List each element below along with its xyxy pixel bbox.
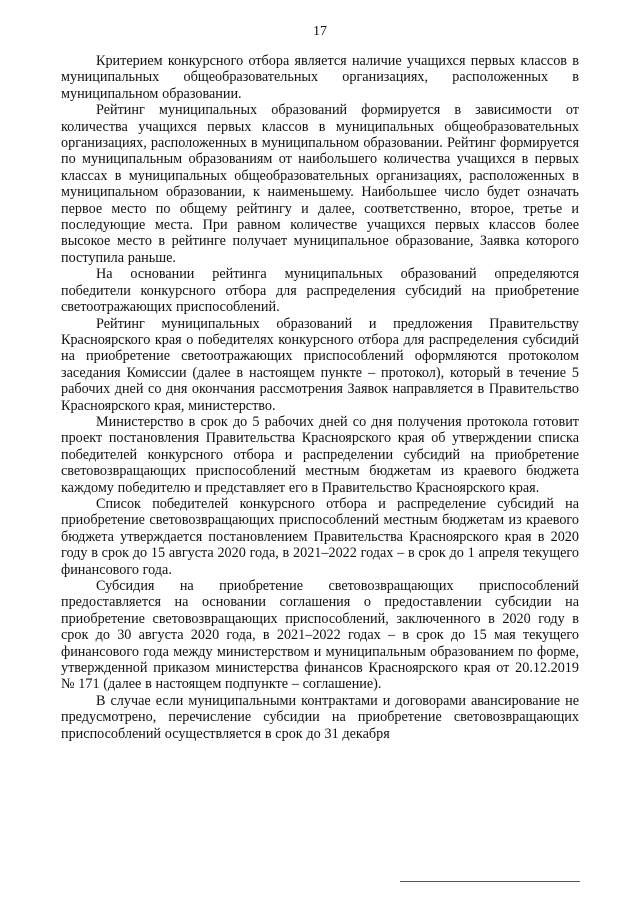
paragraph-protocol: Рейтинг муниципальных образований и предложения Правительству Красноярского края о победителях конкурсного отбора для распределения субсидий на приобретение светоотражающих приспособлений оформляются протоколом заседания Комиссии (далее в настоящем пункте – протокол), который в течение 5 рабочих дней со дня окончания рассмотрения Заявок направляется в Правительство Красноярского края, министерство. xyxy=(61,315,579,414)
paragraph-rating-formation: Рейтинг муниципальных образований формируется в зависимости от количества учащихся первых классов в муниципальных общеобразовательных организациях, расположенных в муниципальном образовании. Рейтинг формируется по муниципальным образованиям от наибольшего количества учащихся в первых классах в муниципальных общеобразовательных организациях, расположенных в муниципальном образовании, к наименьшему. Наибольшее число будет означать первое место по общему рейтингу и далее, соответственно, второе, третье и последующие места. При равном количестве учащихся первых классов более высокое место в рейтинге получает муниципальное образование, Заявка которого поступила раньше. xyxy=(61,102,579,266)
page-number: 17 xyxy=(313,24,327,39)
paragraph-criterion: Критерием конкурсного отбора является наличие учащихся первых классов в муниципальных общеобразовательных организациях, расположенных в муниципальном образовании. xyxy=(61,53,579,102)
paragraph-winners-list: Список победителей конкурсного отбора и распределение субсидий на приобретение световозвращающих приспособлений местным бюджетам из краевого бюджета утверждается постановлением Правительства Красноярского края в 2020 году в срок до 15 августа 2020 года, в 2021–2022 годах – в срок до 1 апреля текущего финансового года. xyxy=(61,495,579,578)
paragraph-subsidy-agreement: Субсидия на приобретение световозвращающих приспособлений предоставляется на основании соглашения о предоставлении субсидии на приобретение световозвращающих приспособлений, заключенного в 2020 году в срок до 30 августа 2020 года, в 2021–2022 годах – в срок до 15 мая текущего финансового года между министерством и муниципальным образованием по форме, утвержденной приказом министерства финансов Красноярского края от 20.12.2019 № 171 (далее в настоящем подпункте – соглашение). xyxy=(61,578,579,693)
paragraph-ministry-draft: Министерство в срок до 5 рабочих дней со дня получения протокола готовит проект постановления Правительства Красноярского края об утверждении списка победителей конкурсного отбора и распределении субсидий на приобретение световозвращающих приспособлений местным бюджетам из краевого бюджета каждому победителю и представляет его в Правительство Красноярского края. xyxy=(61,413,579,496)
footer-divider xyxy=(400,881,580,882)
paragraph-advance-payment: В случае если муниципальными контрактами и договорами авансирование не предусмотрено, перечисление субсидии на приобретение световозвращающих приспособлений осуществляется в срок до 31 декабря xyxy=(61,692,579,742)
paragraph-winners-determination: На основании рейтинга муниципальных образований определяются победители конкурсного отбора для распределения субсидий на приобретение светоотражающих приспособлений. xyxy=(61,266,579,316)
document-body xyxy=(61,53,579,742)
